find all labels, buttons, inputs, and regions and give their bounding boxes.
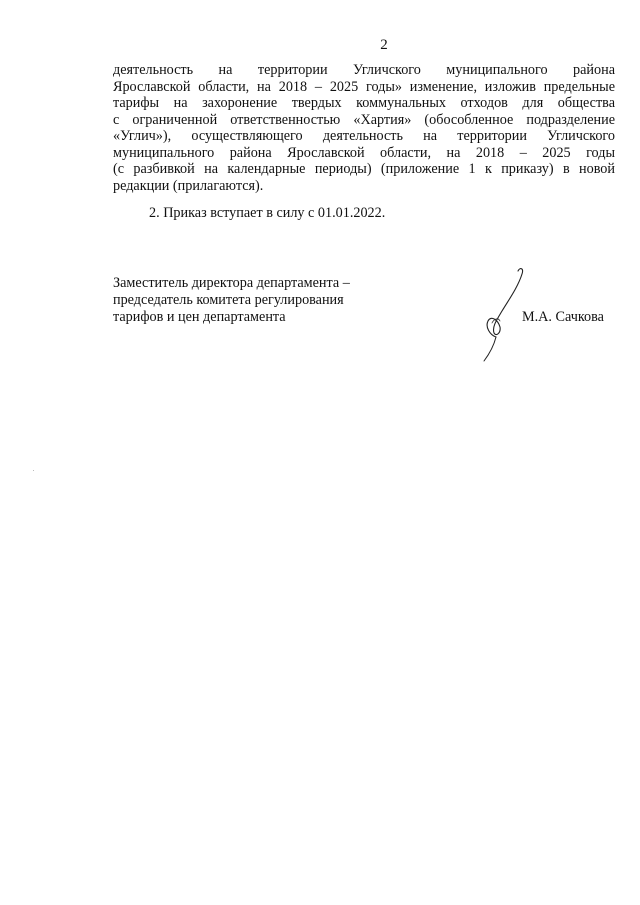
scan-artifact xyxy=(33,470,34,471)
page-number: 2 xyxy=(380,37,388,53)
paragraph-line: тарифы на захоронение твердых коммунальных отходов для общества xyxy=(113,95,615,111)
signer-position xyxy=(113,275,350,325)
paragraph-line: деятельность на территории Угличского муниципального района xyxy=(113,62,615,78)
paragraph-line: муниципального района Ярославской области, на 2018 – 2025 годы xyxy=(113,144,615,161)
signer-position-line: Заместитель директора департамента – xyxy=(113,275,350,291)
paragraph-continuation xyxy=(113,62,615,194)
item-2-effective-date: 2. Приказ вступает в силу с 01.01.2022. xyxy=(149,205,386,221)
paragraph-line: Ярославской области, на 2018 – 2025 годы» изменение, изложив предельные xyxy=(113,78,615,95)
paragraph-line: (с разбивкой на календарные периоды) (приложение 1 к приказу) в новой xyxy=(113,161,615,177)
signer-name: М.А. Сачкова xyxy=(522,309,604,325)
paragraph-line: с ограниченной ответственностью «Хартия» (обособленное подразделение xyxy=(113,111,615,128)
paragraph-line: «Углич»), осуществляющего деятельность на территории Угличского xyxy=(113,128,615,144)
signer-position-line: председатель комитета регулирования xyxy=(113,291,344,308)
signer-position-line: тарифов и цен департамента xyxy=(113,308,286,325)
paragraph-line: редакции (прилагаются). xyxy=(113,177,264,194)
